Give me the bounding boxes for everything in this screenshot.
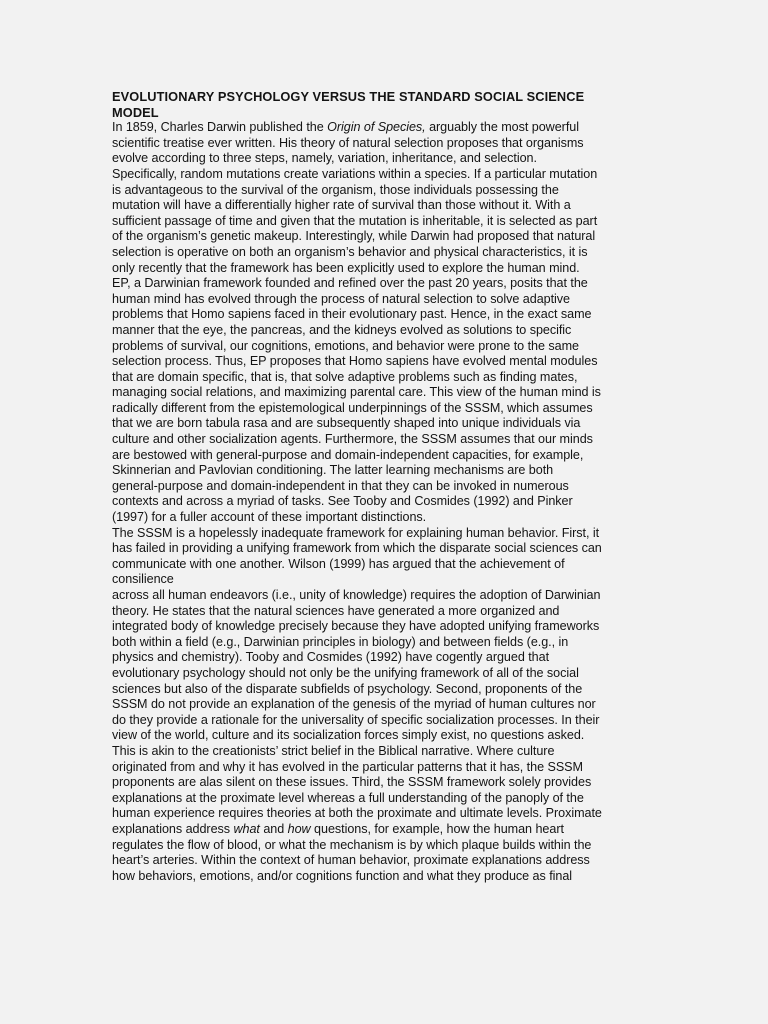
- text-line: [112, 323, 660, 339]
- text-line: [112, 713, 660, 729]
- text-line: [112, 760, 660, 776]
- text-line: [112, 120, 660, 136]
- text-line: [112, 198, 660, 214]
- text-segment: view of the world, culture and its socialization forces simply exist, no questions asked.: [112, 728, 585, 743]
- text-line: [112, 370, 660, 386]
- text-line: [112, 416, 660, 432]
- italic-text-segment: what: [233, 821, 260, 836]
- text-segment: regulates the flow of blood, or what the mechanism is by which plaque builds within the: [112, 837, 592, 852]
- document-title-line-1: EVOLUTIONARY PSYCHOLOGY VERSUS THE STANDARD SOCIAL SCIENCE: [112, 89, 585, 104]
- text-line: [112, 151, 660, 167]
- text-segment: (1997) for a fuller account of these important distinctions.: [112, 510, 427, 525]
- text-line: [112, 744, 660, 760]
- document-paragraphs: [112, 120, 660, 884]
- text-line: [112, 261, 660, 277]
- text-line: [112, 666, 660, 682]
- text-line: [112, 697, 660, 713]
- text-line: [112, 853, 660, 869]
- text-segment: proponents are alas silent on these issues. Third, the SSSM framework solely provides: [112, 775, 592, 790]
- text-line: [112, 432, 660, 448]
- text-line: [112, 572, 660, 588]
- text-segment: sciences but also of the disparate subfields of psychology. Second, proponents of the: [112, 681, 583, 696]
- text-segment: both within a field (e.g., Darwinian principles in biology) and between fields (e.g., in: [112, 634, 569, 649]
- text-segment: In 1859, Charles Darwin published the: [112, 120, 328, 135]
- text-segment: questions, for example, how the human heart: [310, 821, 564, 836]
- text-line: [112, 276, 660, 292]
- text-segment: human experience requires theories at both the proximate and ultimate levels. Proximate: [112, 806, 602, 821]
- text-line: [112, 619, 660, 635]
- text-segment: EP, a Darwinian framework founded and refined over the past 20 years, posits that the: [112, 276, 588, 291]
- text-line: [112, 214, 660, 230]
- document-body: [112, 89, 660, 884]
- text-segment: general-purpose and domain-independent in that they can be invoked in numerous: [112, 478, 569, 493]
- text-segment: contexts and across a myriad of tasks. See Tooby and Cosmides (1992) and Pinker: [112, 494, 573, 509]
- text-segment: that are domain specific, that is, that solve adaptive problems such as finding mates,: [112, 369, 578, 384]
- text-segment: across all human endeavors (i.e., unity of knowledge) requires the adoption of Darwinian: [112, 588, 601, 602]
- text-segment: evolutionary psychology should not only be the unifying framework of all of the social: [112, 665, 579, 680]
- text-line: [112, 494, 660, 510]
- text-segment: communicate with one another. Wilson (1999) has argued that the achievement of: [112, 556, 565, 571]
- text-segment: evolve according to three steps, namely, variation, inheritance, and selection.: [112, 151, 537, 166]
- text-line: [112, 791, 660, 807]
- text-line: [112, 463, 660, 479]
- text-line: [112, 728, 660, 744]
- text-segment: how behaviors, emotions, and/or cognitions function and what they produce as final: [112, 868, 573, 883]
- text-segment: heart’s arteries. Within the context of human behavior, proximate explanations address: [112, 853, 590, 868]
- text-segment: managing social relations, and maximizing parental care. This view of the human mind is: [112, 385, 601, 400]
- text-segment: do they provide a rationale for the universality of specific socialization processes. In their: [112, 712, 600, 727]
- text-line: [112, 183, 660, 199]
- text-line: [112, 245, 660, 261]
- text-segment: manner that the eye, the pancreas, and the kidneys evolved as solutions to specific: [112, 322, 572, 337]
- text-line: [112, 167, 660, 183]
- text-line: [112, 229, 660, 245]
- text-segment: mutation will have a differentially higher rate of survival than those without it. With a: [112, 198, 571, 213]
- text-line: [112, 838, 660, 854]
- text-segment: selection process. Thus, EP proposes that Homo sapiens have evolved mental modules: [112, 354, 598, 369]
- text-line: [112, 806, 660, 822]
- text-segment: Specifically, random mutations create variations within a species. If a particular mutation: [112, 166, 598, 181]
- text-line: [112, 385, 660, 401]
- text-line: [112, 822, 660, 838]
- text-segment: physics and chemistry). Tooby and Cosmides (1992) have cogently argued that: [112, 650, 550, 665]
- text-segment: consilience: [112, 572, 174, 587]
- text-segment: Skinnerian and Pavlovian conditioning. The latter learning mechanisms are both: [112, 463, 554, 478]
- text-segment: and: [259, 821, 288, 836]
- text-line: [112, 541, 660, 557]
- text-segment: radically different from the epistemological underpinnings of the SSSM, which assumes: [112, 400, 593, 415]
- text-segment: The SSSM is a hopelessly inadequate framework for explaining human behavior. First, it: [112, 525, 600, 540]
- text-segment: human mind has evolved through the process of natural selection to solve adaptive: [112, 291, 571, 306]
- text-segment: This is akin to the creationists’ strict belief in the Biblical narrative. Where culture: [112, 743, 555, 758]
- italic-text-segment: how: [287, 821, 311, 836]
- text-segment: problems that Homo sapiens faced in their evolutionary past. Hence, in the exact same: [112, 307, 592, 322]
- text-line: [112, 650, 660, 666]
- text-line: [112, 635, 660, 651]
- text-segment: are bestowed with general-purpose and domain-independent capacities, for example,: [112, 447, 584, 462]
- text-line: [112, 775, 660, 791]
- text-line: [112, 339, 660, 355]
- document-title-line-2: MODEL: [112, 104, 159, 120]
- text-line: [112, 479, 660, 495]
- text-line: [112, 588, 660, 604]
- text-line: [112, 354, 660, 370]
- text-segment: that we are born tabula rasa and are subsequently shaped into unique individuals via: [112, 416, 581, 431]
- text-line: [112, 401, 660, 417]
- text-line: [112, 448, 660, 464]
- text-line: [112, 557, 660, 573]
- text-line: [112, 136, 660, 152]
- italic-text-segment: Origin of Species,: [327, 120, 426, 135]
- text-segment: selection is operative on both an organism’s behavior and physical characteristics, it is: [112, 244, 588, 259]
- text-segment: explanations address: [112, 821, 234, 836]
- text-segment: originated from and why it has evolved in the particular patterns that it has, the SSSM: [112, 759, 583, 774]
- text-line: [112, 526, 660, 542]
- text-line: [112, 510, 660, 526]
- text-segment: sufficient passage of time and given that the mutation is inheritable, it is selected as part: [112, 213, 598, 228]
- text-segment: arguably the most powerful: [425, 120, 579, 135]
- text-line: [112, 869, 660, 885]
- text-segment: problems of survival, our cognitions, emotions, and behavior were prone to the same: [112, 338, 579, 353]
- text-segment: is advantageous to the survival of the organism, those individuals possessing the: [112, 182, 559, 197]
- text-segment: culture and other socialization agents. Furthermore, the SSSM assumes that our minds: [112, 432, 593, 447]
- text-segment: has failed in providing a unifying framework from which the disparate social sciences can: [112, 541, 602, 556]
- text-segment: SSSM do not provide an explanation of the genesis of the myriad of human cultures nor: [112, 697, 596, 712]
- text-segment: only recently that the framework has been explicitly used to explore the human mind.: [112, 260, 580, 275]
- text-segment: of the organism’s genetic makeup. Interestingly, while Darwin had proposed that natural: [112, 229, 596, 244]
- text-segment: integrated body of knowledge precisely because they have adopted unifying frameworks: [112, 619, 600, 634]
- text-line: [112, 682, 660, 698]
- text-segment: scientific treatise ever written. His theory of natural selection proposes that organisms: [112, 135, 584, 150]
- text-segment: theory. He states that the natural sciences have generated a more organized and: [112, 603, 560, 618]
- text-segment: explanations at the proximate level whereas a full understanding of the panoply of the: [112, 790, 584, 805]
- text-line: [112, 292, 660, 308]
- text-line: [112, 307, 660, 323]
- text-line: [112, 604, 660, 620]
